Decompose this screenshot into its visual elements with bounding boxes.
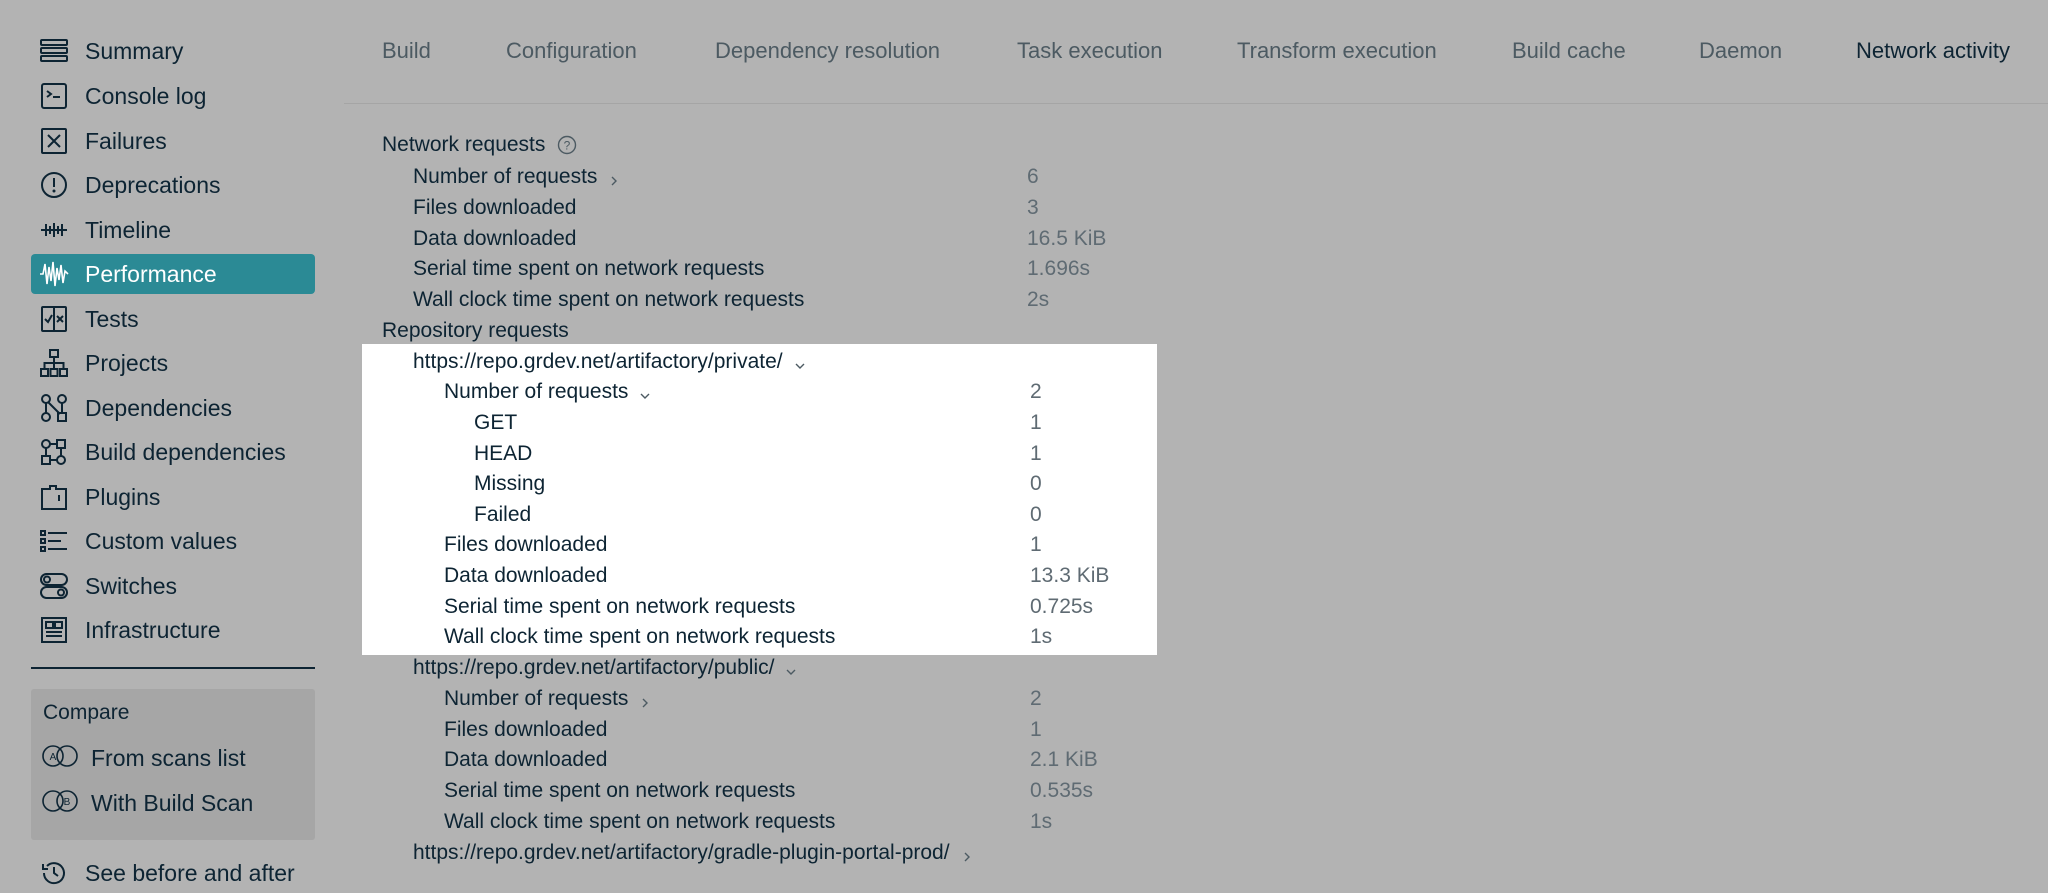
sidebar-item-label: Failures [85,127,167,154]
public-data-downloaded-row [444,745,607,775]
number-of-requests-label: Number of requests [413,165,598,188]
wall-clock-label: Wall clock time spent on network requests [413,288,805,311]
tab-transform-execution[interactable]: Transform execution [1237,38,1437,63]
private-number-of-requests-value: 2 [1030,380,1042,403]
public-wall-clock-label: Wall clock time spent on network requests [444,810,836,833]
sidebar-item-label: Tests [85,305,139,332]
public-wall-clock-value: 1s [1030,810,1053,833]
compare-scans-icon [41,743,79,774]
svg-text:?: ? [564,138,571,153]
sidebar [0,0,344,892]
sidebar-item-console-log[interactable] [31,76,315,116]
private-failed-row [474,500,531,530]
private-get-label: GET [474,411,518,434]
help-icon[interactable] [557,135,577,155]
sidebar-item-infrastructure[interactable] [31,610,315,650]
private-data-downloaded-value: 13.3 KiB [1030,564,1110,587]
public-number-of-requests-toggle[interactable] [444,684,652,714]
repository-requests-heading-text: Repository requests [382,319,569,342]
deprecation-alert-icon [39,170,69,200]
public-data-downloaded-label: Data downloaded [444,748,608,771]
compare-with-build-scan-label: With Build Scan [91,789,254,816]
compare-from-scans-list[interactable] [41,739,311,777]
private-serial-time-label: Serial time spent on network requests [444,595,796,618]
chevron-down-icon [638,385,652,399]
sidebar-item-label: Custom values [85,527,238,554]
serial-time-value: 1.696s [1027,257,1091,280]
tab-build-cache[interactable]: Build cache [1512,38,1626,63]
compare-build-scan-icon [41,788,79,819]
sidebar-item-label: Performance [85,260,217,287]
sidebar-item-switches[interactable] [31,566,315,606]
sidebar-item-dependencies[interactable] [31,388,315,428]
repo-plugin-portal-url: https://repo.grdev.net/artifactory/gradle-plugin-portal-prod/ [413,841,950,864]
plugins-icon [39,482,69,512]
private-files-downloaded-value: 1 [1030,533,1042,556]
chevron-right-icon [960,846,974,860]
projects-tree-icon [39,348,69,378]
chevron-down-icon [784,661,798,675]
files-downloaded-value: 3 [1027,196,1039,219]
private-serial-time-value: 0.725s [1030,595,1094,618]
compare-title: Compare [43,701,130,724]
failure-x-icon [39,126,69,156]
private-files-downloaded-row [444,530,607,560]
public-serial-time-value: 0.535s [1030,779,1094,802]
private-files-downloaded-label: Files downloaded [444,533,608,556]
private-serial-time-row [444,592,795,622]
repo-public-url: https://repo.grdev.net/artifactory/public/ [413,656,775,679]
chevron-right-icon [638,692,652,706]
console-icon [39,81,69,111]
sidebar-item-label: Dependencies [85,394,233,421]
sidebar-item-performance[interactable] [31,254,315,294]
serial-time-label: Serial time spent on network requests [413,257,765,280]
compare-with-build-scan[interactable] [41,784,311,822]
private-get-row [474,408,517,438]
dependencies-icon [39,393,69,423]
tab-daemon[interactable]: Daemon [1699,38,1783,63]
public-files-downloaded-value: 1 [1030,718,1042,741]
sidebar-divider [31,667,315,669]
number-of-requests-value: 6 [1027,165,1039,188]
infrastructure-icon [39,615,69,645]
see-before-and-after-link[interactable] [31,853,315,893]
compare-from-scans-label: From scans list [91,744,246,771]
public-number-of-requests-label: Number of requests [444,687,629,710]
data-downloaded-row [413,224,576,254]
public-data-downloaded-value: 2.1 KiB [1030,748,1098,771]
timeline-icon [39,215,69,245]
build-dependencies-icon [39,437,69,467]
private-missing-value: 0 [1030,472,1042,495]
sidebar-item-build-dependencies[interactable] [31,432,315,472]
compare-section [31,689,315,840]
private-head-label: HEAD [474,442,533,465]
tab-configuration[interactable]: Configuration [506,38,637,63]
sidebar-item-label: Console log [85,82,207,109]
see-before-and-after-label: See before and after [85,859,295,886]
private-failed-label: Failed [474,503,532,526]
public-files-downloaded-label: Files downloaded [444,718,608,741]
private-missing-label: Missing [474,472,546,495]
private-head-value: 1 [1030,442,1042,465]
wall-clock-value: 2s [1027,288,1050,311]
sidebar-item-failures[interactable] [31,121,315,161]
public-wall-clock-row [444,807,835,837]
number-of-requests-toggle[interactable] [413,162,621,192]
chevron-down-icon [793,355,807,369]
switches-icon [39,571,69,601]
sidebar-item-summary[interactable] [31,31,315,71]
tab-build[interactable]: Build [382,38,431,63]
wall-clock-row [413,285,804,315]
files-downloaded-label: Files downloaded [413,196,577,219]
tab-network-activity[interactable]: Network activity [1856,38,2011,63]
sidebar-item-deprecations[interactable] [31,165,315,205]
repo-plugin-portal-toggle[interactable] [413,838,974,868]
public-files-downloaded-row [444,715,607,745]
sidebar-item-label: Summary [85,37,184,64]
private-failed-value: 0 [1030,503,1042,526]
custom-values-icon [39,526,69,556]
performance-waveform-icon [39,259,69,289]
tab-dependency-resolution[interactable]: Dependency resolution [715,38,941,63]
sidebar-item-label: Deprecations [85,171,221,198]
data-downloaded-label: Data downloaded [413,227,577,250]
repo-public-toggle[interactable] [413,653,798,683]
private-get-value: 1 [1030,411,1042,434]
public-serial-time-label: Serial time spent on network requests [444,779,796,802]
tab-bar [344,0,2048,104]
private-missing-row [474,469,545,499]
serial-time-row [413,254,764,284]
public-number-of-requests-value: 2 [1030,687,1042,710]
private-number-of-requests-label: Number of requests [444,380,629,403]
network-requests-heading-text: Network requests [382,133,546,156]
sidebar-item-projects[interactable] [31,343,315,383]
sidebar-item-label: Switches [85,572,178,599]
sidebar-item-label: Build dependencies [85,438,286,465]
files-downloaded-row [413,193,576,223]
svg-text:A: A [49,751,57,763]
tab-task-execution[interactable]: Task execution [1017,38,1163,63]
public-serial-time-row [444,776,795,806]
sidebar-item-plugins[interactable] [31,477,315,517]
history-icon [39,858,69,888]
private-number-of-requests-toggle[interactable] [444,377,652,407]
sidebar-item-tests[interactable] [31,299,315,339]
sidebar-item-label: Plugins [85,483,161,510]
private-data-downloaded-label: Data downloaded [444,564,608,587]
private-wall-clock-row [444,622,835,652]
tests-icon [39,304,69,334]
chevron-right-icon [607,170,621,184]
repository-requests-heading [382,316,569,346]
svg-text:B: B [63,796,71,808]
sidebar-item-timeline[interactable] [31,210,315,250]
private-wall-clock-value: 1s [1030,625,1053,648]
private-head-row [474,439,532,469]
private-wall-clock-label: Wall clock time spent on network requests [444,625,836,648]
sidebar-item-custom-values[interactable] [31,521,315,561]
data-downloaded-value: 16.5 KiB [1027,227,1107,250]
private-data-downloaded-row [444,561,607,591]
network-requests-heading [382,130,577,160]
sidebar-item-label: Infrastructure [85,616,221,643]
sidebar-item-label: Projects [85,349,169,376]
repo-private-url: https://repo.grdev.net/artifactory/private/ [413,350,783,373]
repo-private-toggle[interactable] [413,347,807,377]
sidebar-item-label: Timeline [85,216,172,243]
summary-list-icon [39,36,69,66]
